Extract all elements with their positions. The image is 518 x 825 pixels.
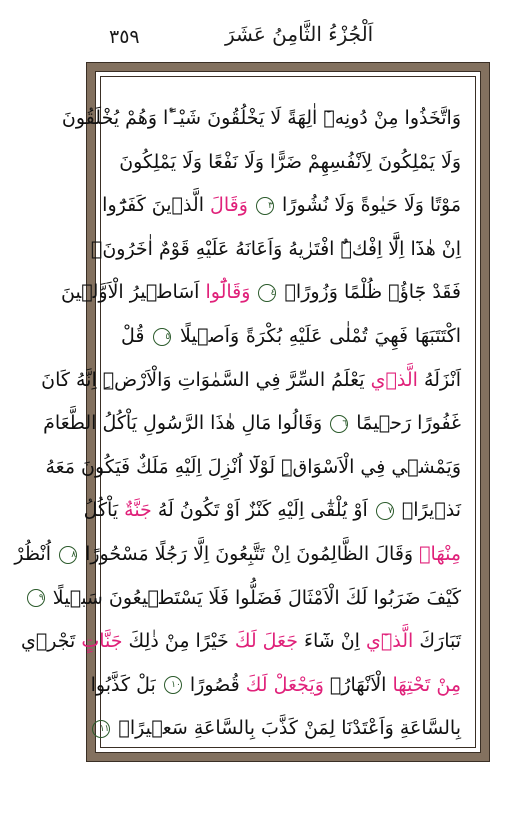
verse-text: وَاتَّخَذُوا مِنْ دُونِهٖٓ اٰلِهَةً لَا يَخْلُقُونَ شَيْـٴًا وَهُمْ يُخْلَقُونَ [61,107,461,129]
verse-text: يَاْكُلُ [83,499,125,522]
verse-text: غَفُورًا رَح۪يمًا [350,412,461,435]
verse-line [102,184,461,227]
verse-line [45,446,461,489]
ayah-number-marker: ٨ [59,546,77,564]
highlighted-text: جَنَّةٌ [124,499,152,522]
verse-text: تَجْر۪ي [21,630,82,653]
verse-text: وَقَالَ الظَّالِمُونَ اِنْ تَتَّبِعُونَ اِلَّا رَجُلًا مَسْحُورًا [79,543,420,565]
page-frame [14,62,490,762]
highlighted-text: مِنْ تَحْتِهَا [392,673,461,696]
verse-text: مَوْتًا وَلَا حَيٰوةً وَلَا نُشُورًا [275,194,461,217]
highlighted-text: الَّذ۪ٓي [365,630,414,653]
verse-text: اكْتَتَبَهَا فَهِيَ تُمْلٰى عَلَيْهِ بُكْرَةً وَاَص۪يلًا [173,325,461,347]
text-panel [14,76,476,748]
verse-line [83,489,461,532]
highlighted-text: وَقَالُٓوا [205,281,257,304]
verse-text: اَنْزَلَهُ [417,368,461,391]
ayah-number-marker: ٣ [256,197,274,215]
highlighted-text: مِنْهَاۜ [419,543,461,565]
verse-text: نَذ۪يرًاۙ [395,499,461,522]
highlighted-text: الَّذ۪ي [370,368,418,391]
verse-line [43,402,461,445]
verse-text: وَقَالُوا مَالِ هٰذَا الرَّسُولِ يَاْكُلُ الطَّعَامَ [43,412,329,435]
verse-text: اِنْ هٰذَٓا اِلَّٓا اِفْكٌۨ افْتَرٰيهُ وَاَعَانَهُ عَلَيْهِ قَوْمٌ اٰخَرُونَۚ [90,237,461,260]
verse-line [41,359,461,402]
ayah-number-marker: ٧ [376,502,394,520]
page-frame-border [14,71,481,753]
page-header [95,18,470,56]
verse-text: قُلْ [121,325,152,347]
ayah-number-marker: ١١ [92,720,110,738]
verse-text: فَقَدْ جَٓاؤُ۫ ظُلْمًا وَزُورًاۚ [278,281,461,304]
verse-text: وَلَا يَمْلِكُونَ لِاَنْفُسِهِمْ ضَرًّا وَلَا نَفْعًا وَلَا يَمْلِكُونَ [119,150,461,173]
verse-text: اَسَاط۪يرُ الْاَوَّل۪ينَ [61,281,206,304]
verse-text: وَيَمْش۪ي فِي الْاَسْوَاقِۜ لَوْلَٓا اُنْزِلَ اِلَيْهِ مَلَكٌ فَيَكُونَ مَعَهُ [45,455,461,478]
verse-line [121,315,461,358]
verse-text: كَيْفَ ضَرَبُوا لَكَ الْاَمْثَالَ فَضَلُّوا فَلَا يَسْتَط۪يعُونَ سَب۪يلًا [46,586,461,609]
verse-text: اِنْ شَٓاءَ [297,630,366,653]
verse-line [14,533,461,576]
highlighted-text: وَقَالَ [210,194,254,217]
verse-line [90,228,461,271]
verse-line [38,577,461,620]
verse-text: بِالسَّاعَةِ وَاَعْتَدْنَا لِمَنْ كَذَّبَ بِالسَّاعَةِ سَع۪يرًاۚ [112,717,461,740]
verse-line [121,141,461,184]
ayah-number-marker: ٤ [258,284,276,302]
verse-text: قُصُورًا [183,673,246,696]
highlighted-text: جَعَلَ لَكَ [234,630,298,653]
verse-text: الْاَنْهَارُۙ [323,673,393,696]
verse-text: بَلْ كَذَّبُوا [90,673,162,696]
verse-text: الَّذ۪ينَ كَفَرُٓوا [102,194,211,217]
verse-text-area [14,97,461,740]
verse-text: خَيْرًا مِنْ ذٰلِكَ [122,630,235,653]
ayah-number-marker: ٩ [27,589,45,607]
verse-line [61,271,461,314]
highlighted-text: وَيَجْعَلْ لَكَ [245,673,324,696]
highlighted-text: جَنَّاتٍ [81,630,123,653]
ayah-number-marker: ١٠ [164,676,182,694]
verse-line [90,664,461,707]
verse-line [21,620,461,663]
verse-text: اُنْظُرْ [14,543,58,565]
page-number: ٣٥٩ [109,26,140,48]
juz-title: اَلْجُزْءُ الثَّامِنُ عَشَرَ [225,22,374,46]
ayah-number-marker: ٦ [330,415,348,433]
ayah-number-marker: ٥ [153,328,171,346]
verse-text: يَعْلَمُ السِّرَّ فِي السَّمٰوَاتِ وَالْاَرْضِۜ اِنَّهُ كَانَ [41,368,371,391]
verse-line [61,97,461,140]
verse-text: اَوْ يُلْقٰٓى اِلَيْهِ كَنْزٌ اَوْ تَكُونُ لَهُ [151,499,374,522]
verse-line [99,707,461,750]
verse-text: تَبَارَكَ [413,630,461,653]
